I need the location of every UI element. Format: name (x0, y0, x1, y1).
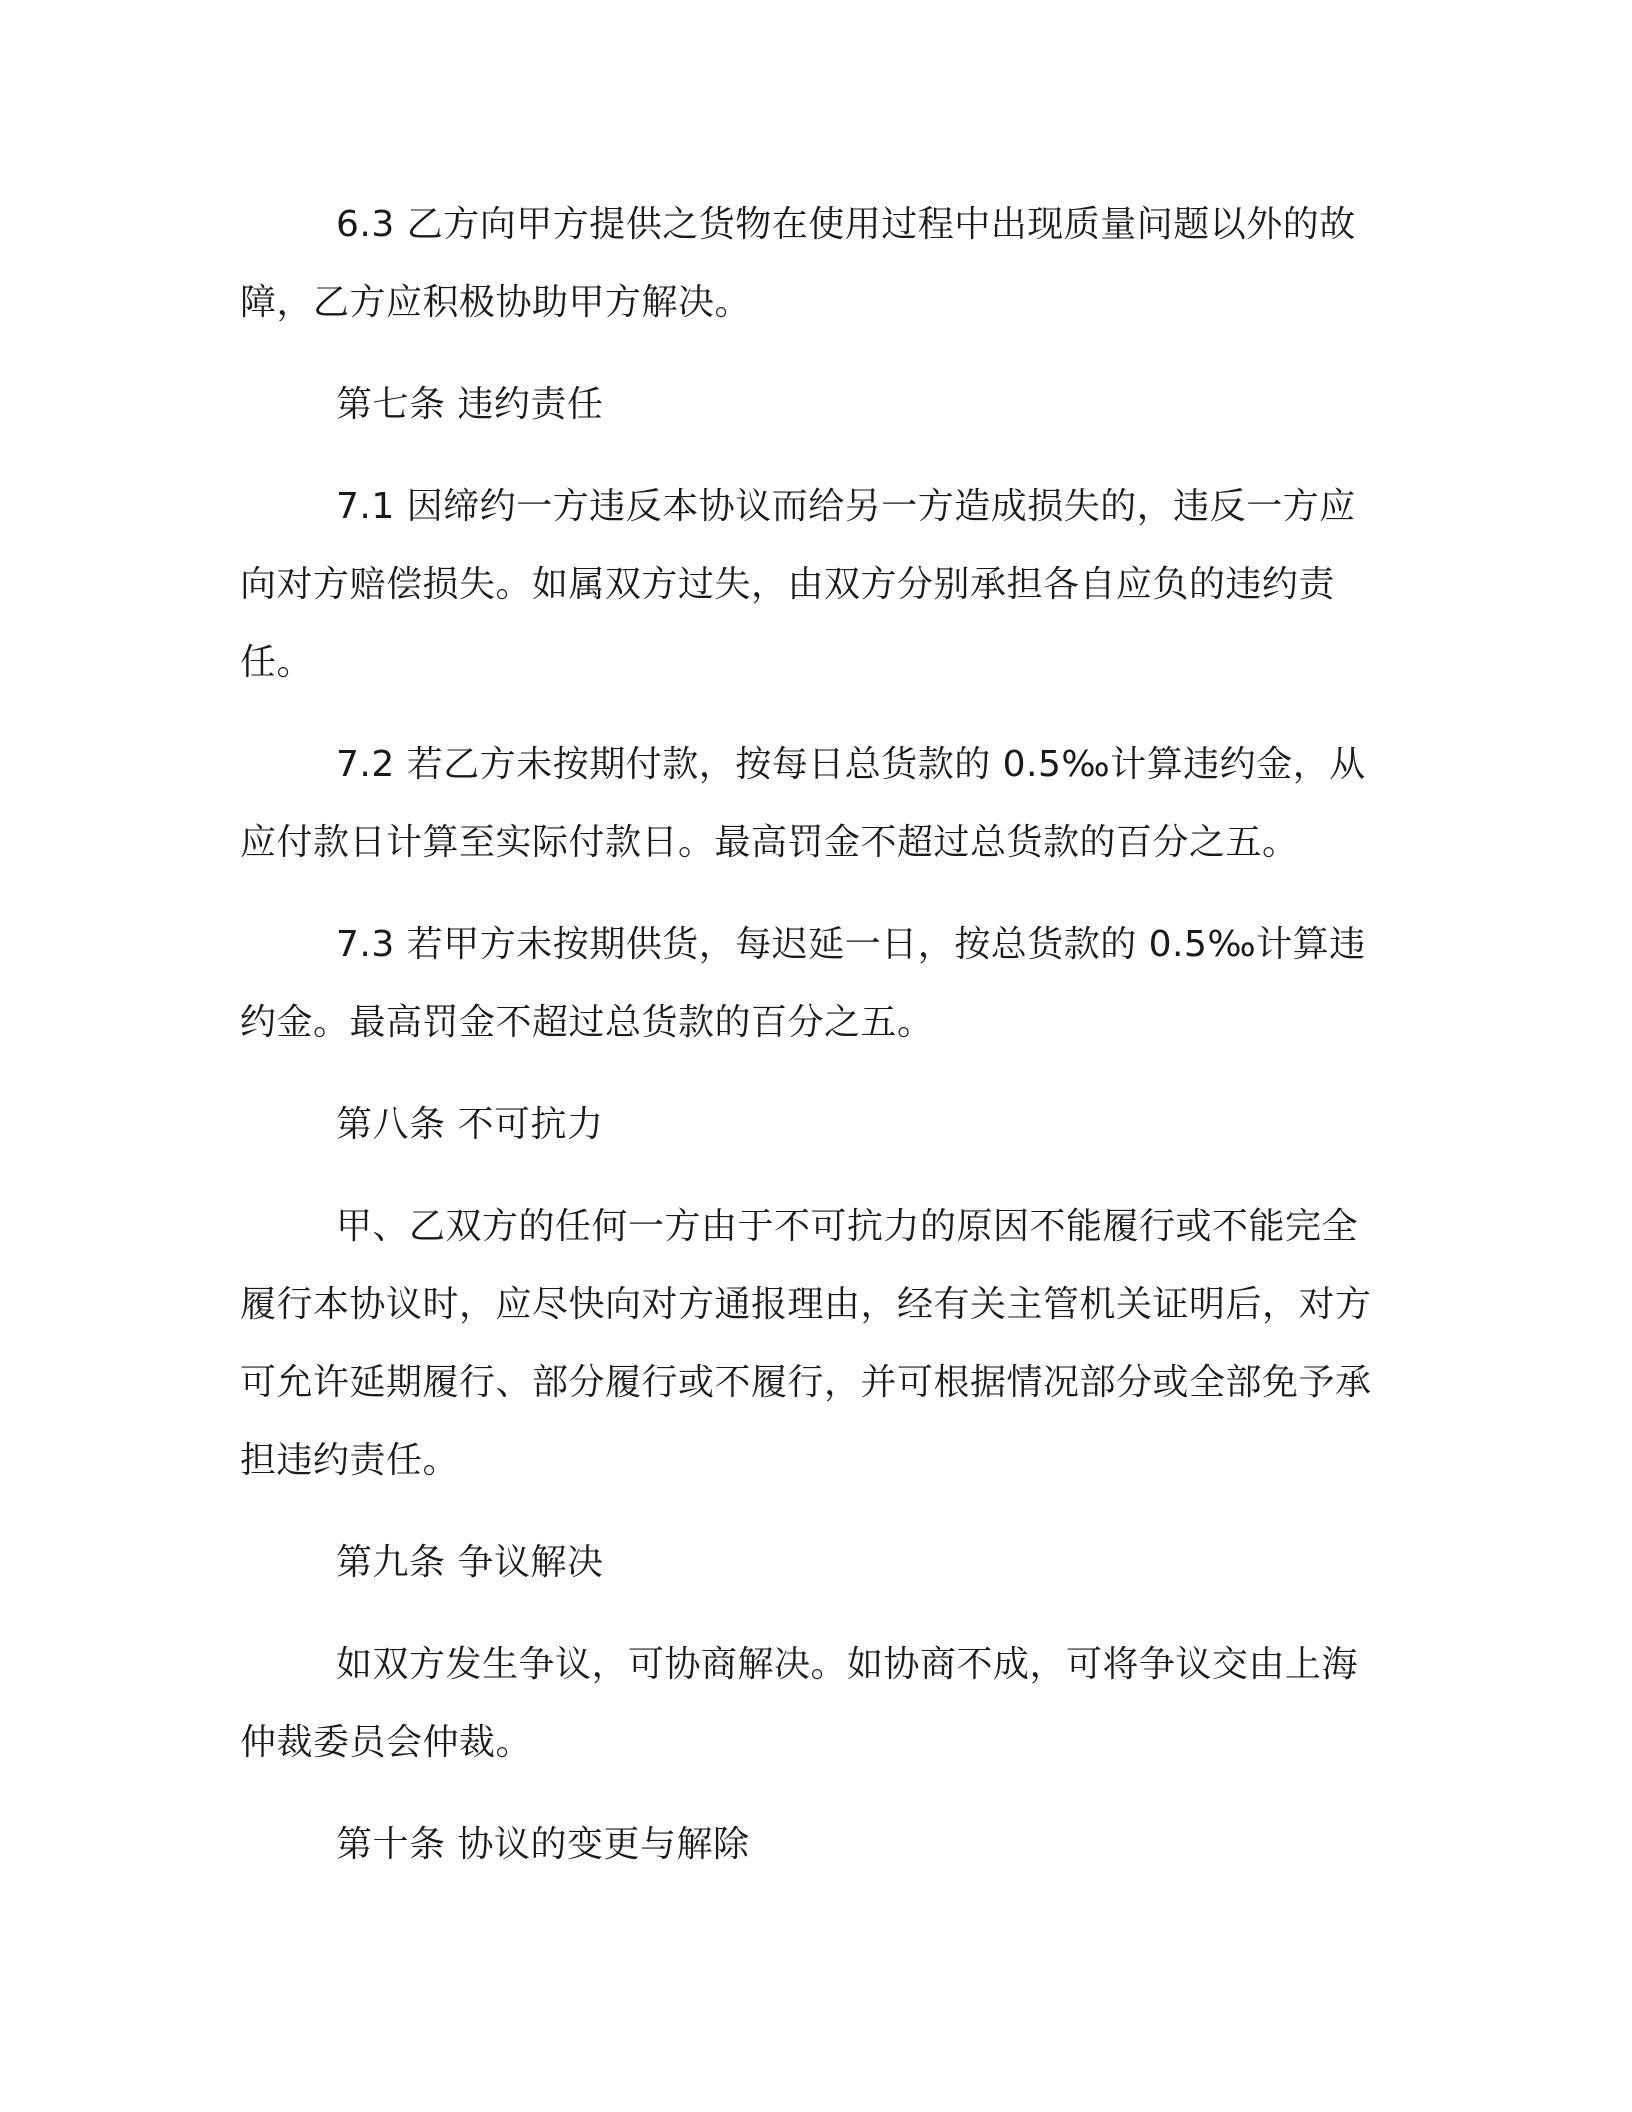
clause-6-3: 6.3 乙方向甲方提供之货物在使用过程中出现质量问题以外的故障，乙方应积极协助甲方解决。 (240, 204, 1356, 323)
clause-7-1: 7.1 因缔约一方违反本协议而给另一方造成损失的，违反一方应向对方赔偿损失。如属双方过失，由双方分别承担各自应负的违约责任。 (240, 486, 1356, 683)
article-9-heading: 第九条 争议解决 (336, 1542, 604, 1583)
article-9-body: 如双方发生争议，可协商解决。如协商不成，可将争议交由上海仲裁委员会仲裁。 (240, 1644, 1359, 1763)
article-8-body: 甲、乙双方的任何一方由于不可抗力的原因不能履行或不能完全履行本协议时，应尽快向对方通报理由，经有关主管机关证明后，对方可允许延期履行、部分履行或不履行，并可根据情况部分或全部免予承担违约责任。 (240, 1206, 1372, 1481)
clause-7-3: 7.3 若甲方未按期供货，每迟延一日，按总货款的 0.5‰计算违约金。最高罚金不超过总货款的百分之五。 (240, 924, 1366, 1043)
clause-7-2: 7.2 若乙方未按期付款，按每日总货款的 0.5‰计算违约金，从应付款日计算至实际付款日。最高罚金不超过总货款的百分之五。 (240, 744, 1366, 863)
article-8-heading: 第八条 不可抗力 (336, 1104, 604, 1145)
document-body (240, 186, 1390, 1908)
article-7-heading: 第七条 违约责任 (336, 384, 604, 425)
article-10-heading: 第十条 协议的变更与解除 (336, 1824, 750, 1865)
